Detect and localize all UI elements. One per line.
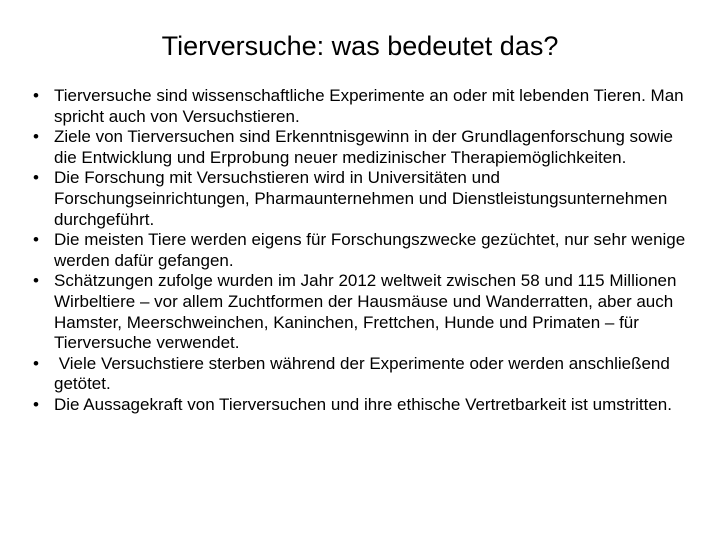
bullet-marker: • [33, 353, 39, 373]
bullet-text: Ziele von Tierversuchen sind Erkenntnisgewinn in der Grundlagenforschung sowie die Entwicklung und Erprobung neuer medizinischer Therapiemöglichkeiten. [54, 127, 673, 167]
slide-title: Tierversuche: was bedeutet das? [161, 31, 559, 61]
bullet-item [33, 230, 686, 271]
bullet-text: Tierversuche sind wissenschaftliche Experimente an oder mit lebenden Tieren. Man spricht auch von Versuchstieren. [54, 86, 684, 126]
bullet-marker: • [33, 394, 39, 414]
bullet-text: Die Forschung mit Versuchstieren wird in Universitäten und Forschungseinrichtungen, Pharmaunternehmen und Dienstleistungsunternehmen durchgeführt. [54, 168, 668, 229]
bullet-marker: • [33, 271, 39, 291]
bullet-item [33, 127, 686, 168]
bullet-marker: • [33, 86, 39, 105]
bullet-text: Die Aussagekraft von Tierversuchen und ihre ethische Vertretbarkeit ist umstritten. [54, 394, 672, 414]
bullet-item [33, 271, 686, 353]
bullet-item [33, 86, 686, 127]
bullet-item [33, 168, 686, 230]
bullet-item [33, 353, 686, 395]
bullet-text: Schätzungen zufolge wurden im Jahr 2012 weltweit zwischen 58 und 115 Millionen Wirbeltiere – vor allem Zuchtformen der Hausmäuse und Wanderratten, aber auch Hamster, Meerschweinchen, Kaninchen, Frettchen, Hunde und Primaten – für Tierversuche verwendet. [54, 271, 677, 353]
bullet-text: Die meisten Tiere werden eigens für Forschungszwecke gezüchtet, nur sehr wenige werden dafür gefangen. [54, 230, 686, 270]
bullet-list [33, 86, 686, 416]
bullet-marker: • [33, 127, 39, 147]
bullet-marker: • [33, 168, 39, 188]
bullet-text: Viele Versuchstiere sterben während der Experimente oder werden anschließend getötet. [54, 353, 675, 394]
bullet-marker: • [33, 230, 39, 250]
bullet-item [33, 394, 686, 416]
